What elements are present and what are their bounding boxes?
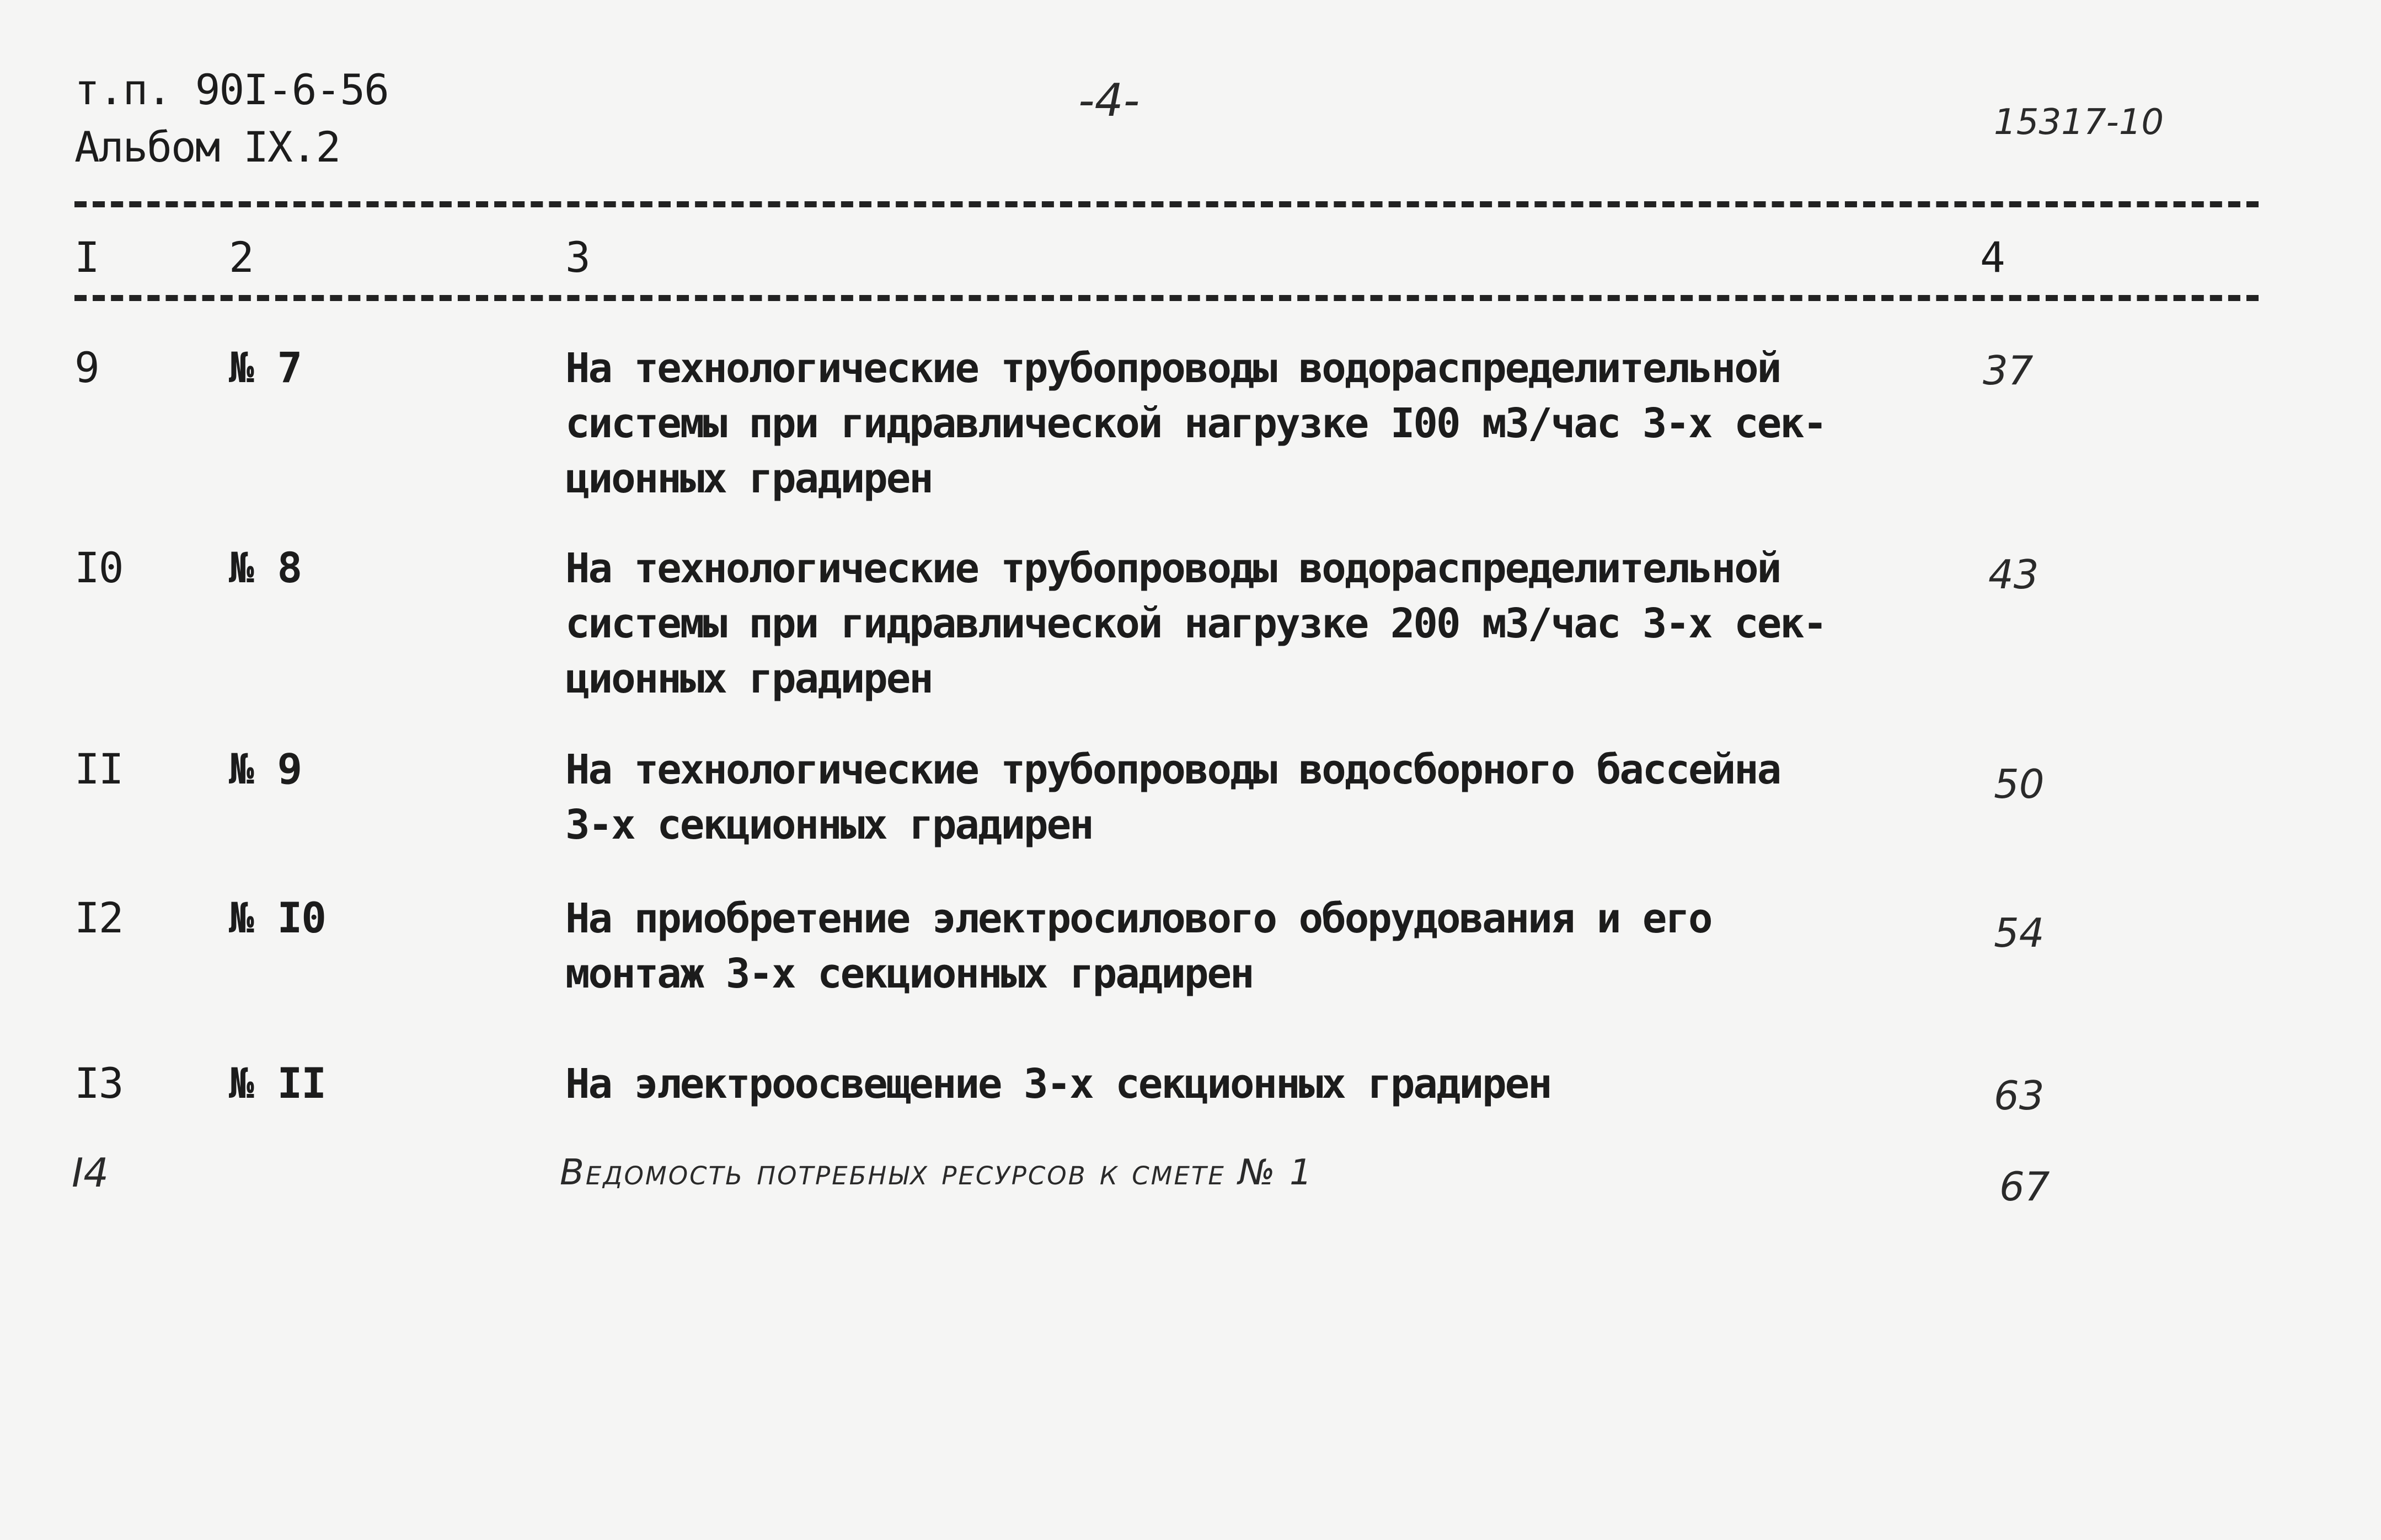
row-description: На технологические трубопроводы водораспределительной системы при гидравлической нагрузке I00 м3/час 3-х сек- ционных градирен (565, 345, 1826, 502)
row-description: На технологические трубопроводы водосборного бассейна 3-х секционных градирен (565, 746, 1780, 849)
estimate-number: № 8 (229, 543, 302, 592)
page-ref: 67 (1999, 1163, 2050, 1210)
estimate-number: № 7 (229, 343, 302, 392)
column-header-2: 2 (229, 233, 253, 282)
page-ref: 54 (1994, 910, 2045, 956)
header-divider (74, 295, 2259, 301)
row-number: I2 (74, 893, 123, 942)
estimate-number: № I0 (229, 893, 326, 942)
project-code: т.п. 90I-6-56 (74, 65, 388, 114)
row-number: II (74, 744, 123, 793)
page-ref: 37 (1983, 347, 2034, 394)
page-ref: 63 (1994, 1072, 2045, 1119)
row-number: I4 (72, 1150, 109, 1196)
archive-number: 15317-10 (1994, 102, 2164, 143)
row-description: На приобретение электросилового оборудования и его монтаж 3-х секционных градирен (565, 895, 1711, 997)
estimate-number: № 9 (229, 744, 302, 793)
column-header-3: 3 (565, 233, 590, 282)
row-description: Ведомость потребных ресурсов к смете № 1 (560, 1152, 1314, 1193)
page-ref: 50 (1994, 761, 2045, 807)
page-ref: 43 (1988, 551, 2039, 598)
row-description: На электроосвещение 3-х секционных градирен (565, 1060, 1551, 1108)
row-number: I0 (74, 543, 123, 592)
row-description: На технологические трубопроводы водораспределительной системы при гидравлической нагрузке 200 м3/час 3-х сек- ционных градирен (565, 545, 1826, 702)
estimate-number: № II (229, 1059, 326, 1108)
album-label: Альбом IX.2 (74, 122, 340, 171)
column-header-1: I (74, 233, 99, 282)
top-divider (74, 201, 2259, 207)
row-number: 9 (74, 343, 99, 392)
page-number: -4- (1078, 74, 1140, 127)
row-number: I3 (74, 1059, 123, 1108)
column-header-4: 4 (1980, 233, 2004, 282)
